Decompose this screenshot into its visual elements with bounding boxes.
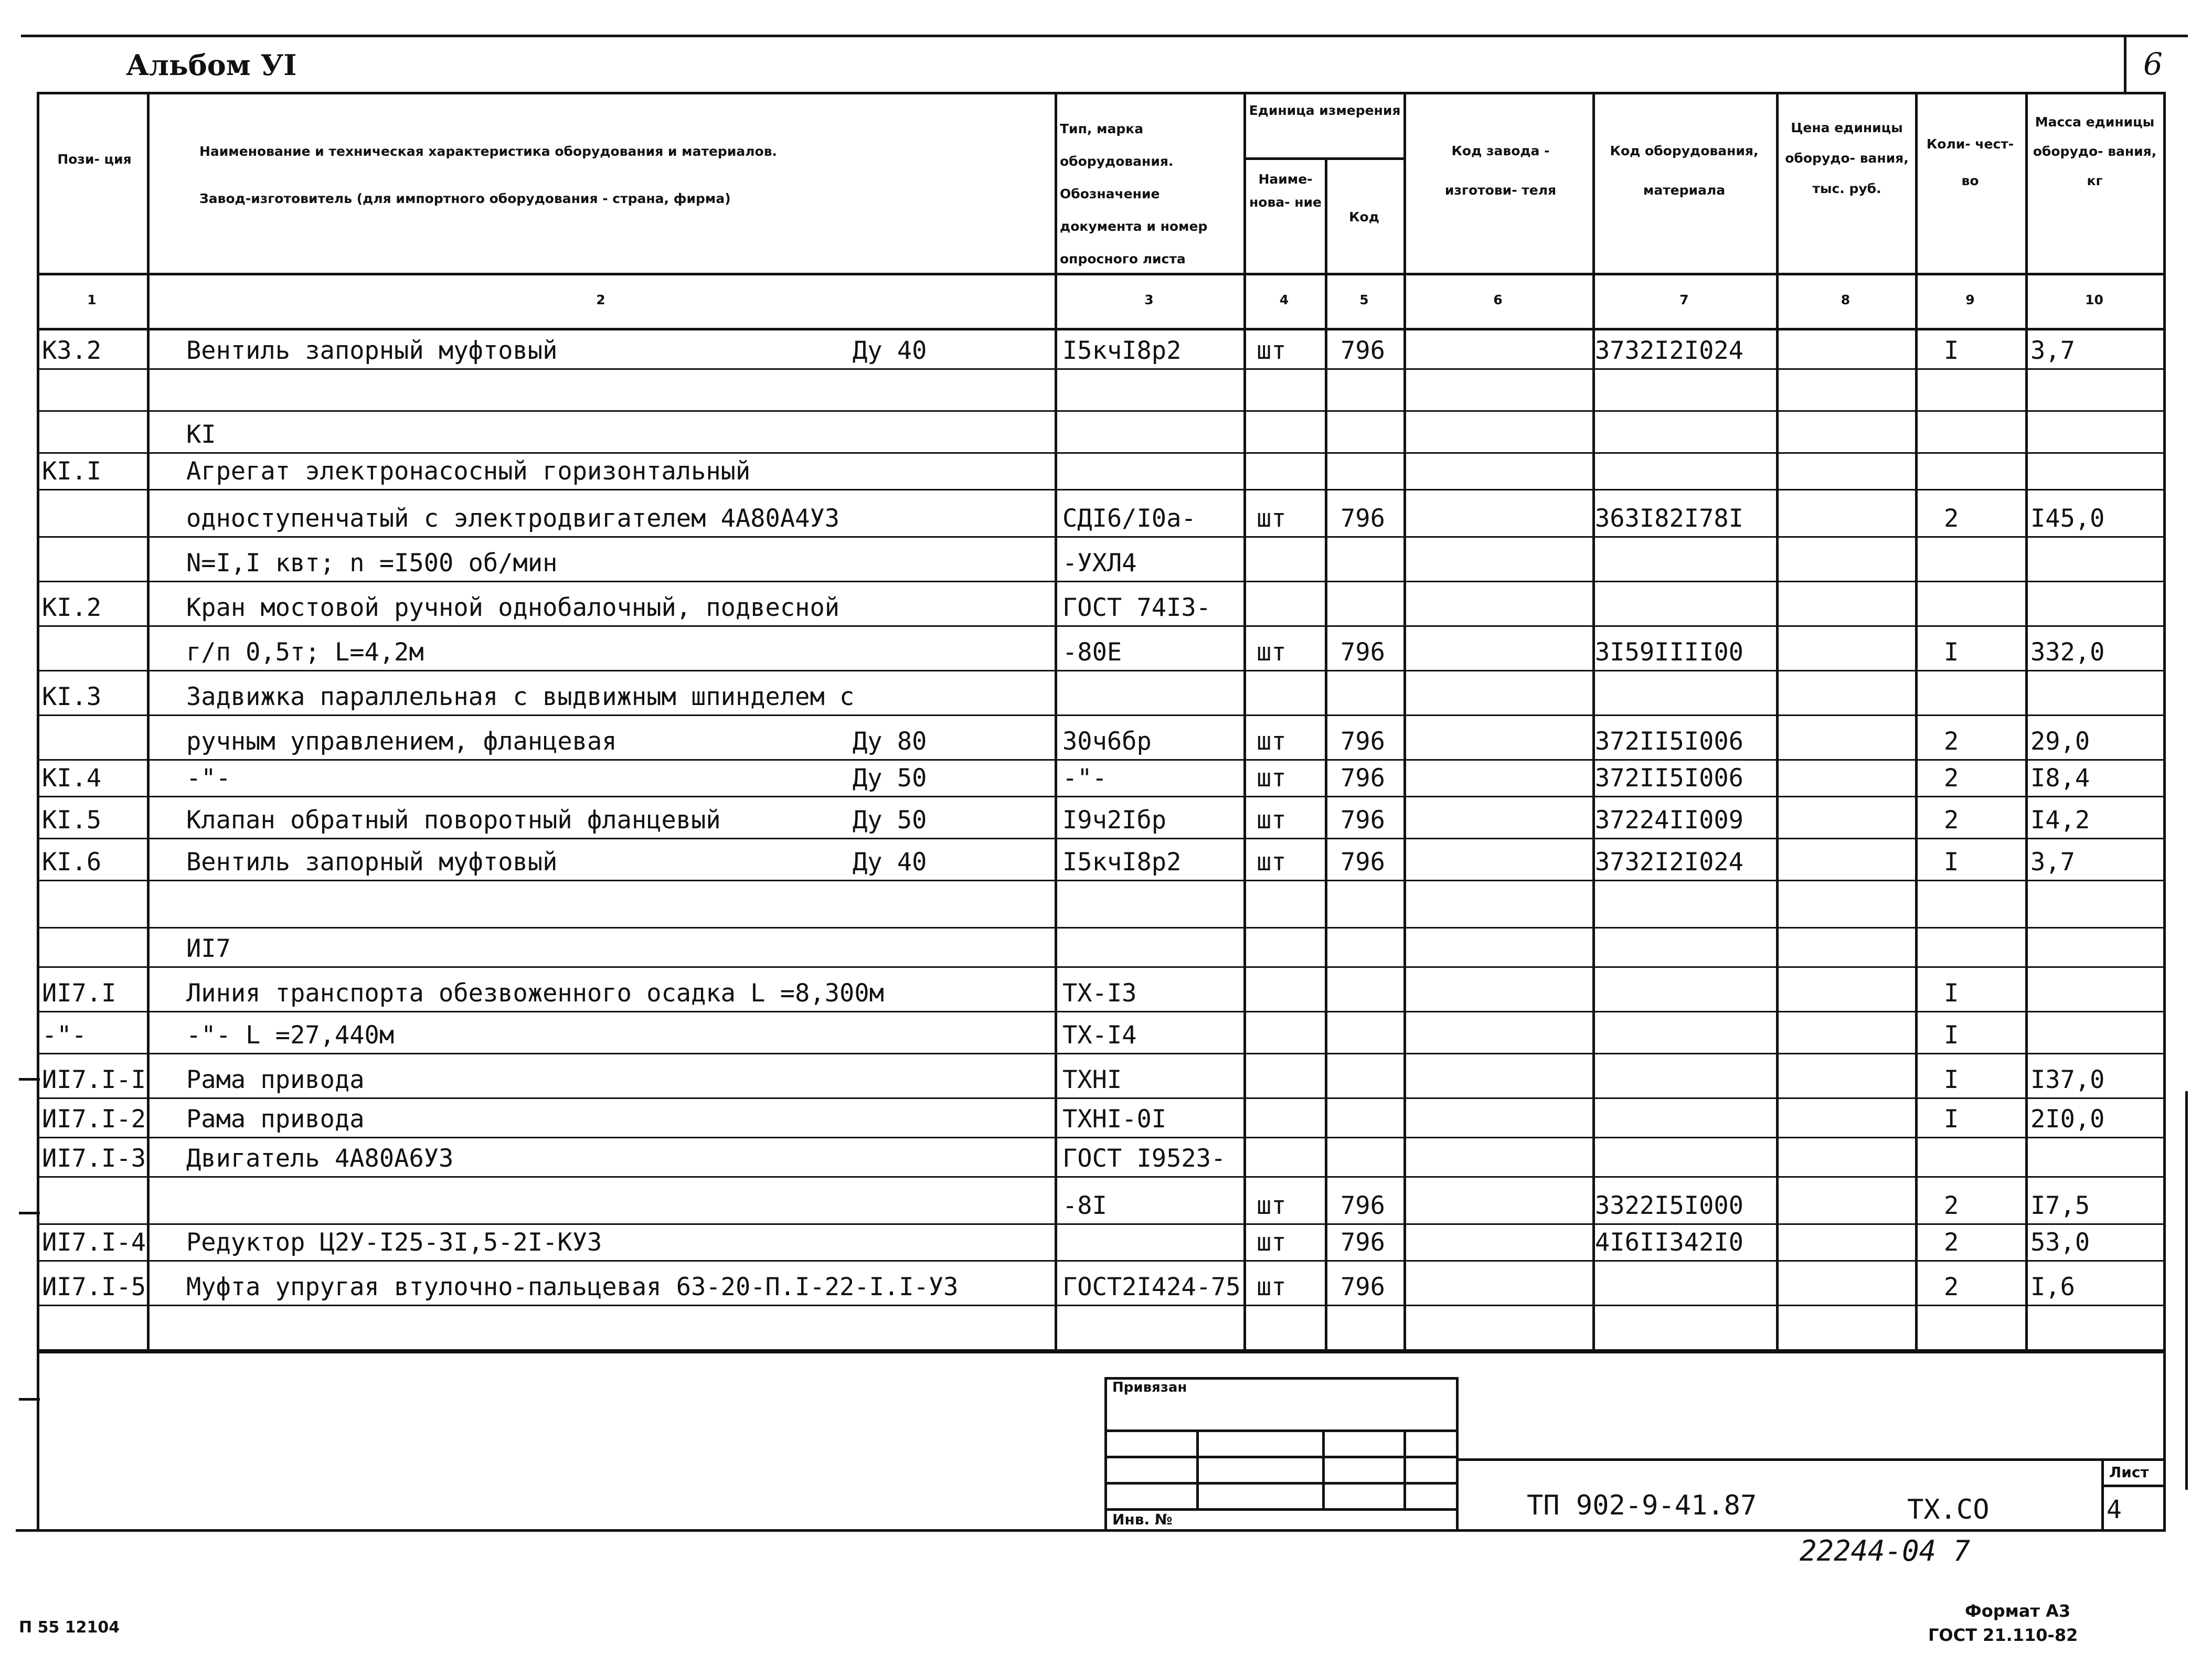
row-name: г/п 0,5т; L=4,2м xyxy=(186,638,424,667)
stamp-left: П 55 12104 xyxy=(19,1618,120,1637)
row-unit-code: 796 xyxy=(1341,336,1385,365)
row-equipment-code: 3732I2I024 xyxy=(1595,848,1743,877)
row-position: ИI7.I-2 xyxy=(42,1105,146,1134)
row-quantity: 2 xyxy=(1944,1273,1959,1301)
row-quantity: I xyxy=(1944,336,1959,365)
row-mass: 29,0 xyxy=(2030,727,2090,756)
row-type: ТХ-I4 xyxy=(1062,1021,1137,1050)
row-name: Клапан обратный поворотный фланцевый xyxy=(186,806,721,835)
row-mass: I7,5 xyxy=(2030,1191,2090,1220)
row-quantity: 2 xyxy=(1944,504,1959,533)
row-name: Редуктор Ц2У-I25-3I,5-2I-КУЗ xyxy=(186,1228,602,1257)
album-title: Альбом УI xyxy=(126,48,297,82)
row-equipment-code: 3I59IIII00 xyxy=(1595,638,1743,667)
row-equipment-code: 3732I2I024 xyxy=(1595,336,1743,365)
row-position: КI.5 xyxy=(42,806,102,835)
row-unit-code: 796 xyxy=(1341,848,1385,877)
gost-label: ГОСТ 21.110-82 xyxy=(1928,1625,2078,1645)
doc-code: ТП 902-9-41.87 xyxy=(1527,1490,1757,1521)
row-name: Вентиль запорный муфтовый xyxy=(186,848,558,877)
header-position: Пози- ция xyxy=(57,152,132,167)
header-type: Тип, марка оборудования. Обозначение документа и номер опросного листа xyxy=(1060,121,1208,266)
row-name: -"- xyxy=(186,764,231,793)
row-mass: I45,0 xyxy=(2030,504,2105,533)
row-type: ТХ-I3 xyxy=(1062,979,1137,1008)
row-type: СДI6/I0а- xyxy=(1062,504,1196,533)
row-unit-name: шт xyxy=(1257,638,1286,667)
row-quantity: I xyxy=(1944,1021,1959,1050)
row-quantity: 2 xyxy=(1944,1228,1959,1257)
row-rule xyxy=(37,1260,2166,1262)
row-equipment-code: 372II5I006 xyxy=(1595,727,1743,756)
row-position: КЗ.2 xyxy=(42,336,102,365)
row-mass: 3,7 xyxy=(2030,848,2075,877)
row-nominal-size: Ду 40 xyxy=(853,848,927,877)
header-name-line2: Завод-изготовитель (для импортного оборудования - страна, фирма) xyxy=(199,191,731,206)
column-number: 10 xyxy=(2085,292,2103,307)
row-type: -"- xyxy=(1062,764,1107,793)
row-unit-code: 796 xyxy=(1341,806,1385,835)
row-position: КI.2 xyxy=(42,593,102,622)
doc-suffix: ТХ.СО xyxy=(1907,1494,1990,1525)
row-mass: I,6 xyxy=(2030,1273,2075,1301)
row-mass: 332,0 xyxy=(2030,638,2105,667)
inventory-label: Инв. № xyxy=(1112,1511,1173,1528)
row-type: I5кчI8р2 xyxy=(1062,336,1182,365)
row-position: КI.4 xyxy=(42,764,102,793)
row-name: N=I,I квт; n =I500 об/мин xyxy=(186,549,558,578)
row-rule xyxy=(37,1053,2166,1054)
row-type: ГОСТ 74I3- xyxy=(1062,593,1211,622)
row-name: Кран мостовой ручной однобалочный, подвесной xyxy=(186,593,840,622)
row-type: ГОСТ I9523- xyxy=(1062,1144,1226,1173)
row-unit-name: шт xyxy=(1257,1273,1286,1301)
row-equipment-code: 363I82I78I xyxy=(1595,504,1743,533)
row-rule xyxy=(37,1223,2166,1225)
row-rule xyxy=(37,489,2166,490)
row-rule xyxy=(37,1011,2166,1012)
header-equipment-code: Код оборудования, материала xyxy=(1610,143,1759,198)
row-position: КI.6 xyxy=(42,848,102,877)
row-quantity: I xyxy=(1944,979,1959,1008)
row-mass: I37,0 xyxy=(2030,1065,2105,1094)
header-unit-code: Код xyxy=(1349,209,1379,225)
row-type: -8I xyxy=(1062,1191,1107,1220)
row-rule xyxy=(37,1305,2166,1306)
row-name: Агрегат электронасосный горизонтальный xyxy=(186,457,751,486)
row-mass: 53,0 xyxy=(2030,1228,2090,1257)
column-number: 6 xyxy=(1493,292,1503,307)
row-mass: I4,2 xyxy=(2030,806,2090,835)
row-name: Задвижка параллельная с выдвижным шпинделем с xyxy=(186,682,855,711)
row-name: одноступенчатый с электродвигателем 4А80А4УЗ xyxy=(186,504,840,533)
row-unit-name: шт xyxy=(1257,1228,1286,1257)
linked-label: Привязан xyxy=(1112,1380,1187,1395)
row-type: ТХНI-0I xyxy=(1062,1105,1167,1134)
page-number: 6 xyxy=(2143,46,2163,82)
row-name: ИI7 xyxy=(186,934,231,963)
row-rule xyxy=(37,714,2166,716)
row-quantity: I xyxy=(1944,638,1959,667)
row-rule xyxy=(37,1097,2166,1099)
row-equipment-code: 4I6II342I0 xyxy=(1595,1228,1743,1257)
row-type: I5кчI8р2 xyxy=(1062,848,1182,877)
row-rule xyxy=(37,796,2166,797)
row-unit-name: шт xyxy=(1257,504,1286,533)
row-rule xyxy=(37,1137,2166,1138)
row-rule xyxy=(37,536,2166,538)
row-quantity: I xyxy=(1944,1065,1959,1094)
row-type: -80Е xyxy=(1062,638,1122,667)
format-label: Формат А3 xyxy=(1965,1601,2071,1621)
row-equipment-code: 3322I5I000 xyxy=(1595,1191,1743,1220)
column-number: 8 xyxy=(1841,292,1851,307)
row-position: ИI7.I-I xyxy=(42,1065,146,1094)
row-type: 30ч6бр xyxy=(1062,727,1152,756)
row-rule xyxy=(37,670,2166,671)
row-quantity: I xyxy=(1944,848,1959,877)
row-quantity: I xyxy=(1944,1105,1959,1134)
row-rule xyxy=(37,880,2166,881)
row-nominal-size: Ду 50 xyxy=(853,764,927,793)
row-quantity: 2 xyxy=(1944,1191,1959,1220)
row-rule xyxy=(37,1176,2166,1178)
row-unit-name: шт xyxy=(1257,848,1286,877)
row-rule xyxy=(37,452,2166,454)
row-unit-code: 796 xyxy=(1341,727,1385,756)
row-position: ИI7.I xyxy=(42,979,116,1008)
row-unit-name: шт xyxy=(1257,1191,1286,1220)
sheet-number: 4 xyxy=(2107,1495,2122,1524)
header-price: Цена единицы оборудо- вания, тыс. руб. xyxy=(1785,120,1909,196)
row-mass: I8,4 xyxy=(2030,764,2090,793)
row-rule xyxy=(37,410,2166,412)
row-rule xyxy=(37,966,2166,968)
row-unit-name: шт xyxy=(1257,806,1286,835)
header-unit-name: Наиме- нова- ние xyxy=(1249,172,1322,210)
row-quantity: 2 xyxy=(1944,764,1959,793)
row-position: КI.I xyxy=(42,457,102,486)
header-unit: Единица измерения xyxy=(1249,103,1401,118)
row-type: ТХНI xyxy=(1062,1065,1122,1094)
row-name: Рама привода xyxy=(186,1065,365,1094)
header-name-line1: Наименование и техническая характеристика оборудования и материалов. xyxy=(199,144,778,159)
row-type: -УХЛ4 xyxy=(1062,549,1137,578)
column-number: 4 xyxy=(1279,292,1289,307)
column-number: 1 xyxy=(87,292,97,307)
column-number: 5 xyxy=(1359,292,1369,307)
row-position: ИI7.I-5 xyxy=(42,1273,146,1301)
header-mass: Масса единицы оборудо- вания, кг xyxy=(2033,114,2157,188)
row-unit-code: 796 xyxy=(1341,638,1385,667)
row-name: Двигатель 4А80А6УЗ xyxy=(186,1144,454,1173)
row-rule xyxy=(37,625,2166,627)
row-name: Муфта упругая втулочно-пальцевая 63-20-П.I-22-I.I-УЗ xyxy=(186,1273,959,1301)
row-type: ГОСТ2I424-75 xyxy=(1062,1273,1241,1301)
row-mass: 3,7 xyxy=(2030,336,2075,365)
row-unit-code: 796 xyxy=(1341,1228,1385,1257)
row-position: КI.3 xyxy=(42,682,102,711)
row-nominal-size: Ду 80 xyxy=(853,727,927,756)
row-unit-name: шт xyxy=(1257,764,1286,793)
row-equipment-code: 37224II009 xyxy=(1595,806,1743,835)
row-name: КI xyxy=(186,420,216,449)
header-factory-code: Код завода - изготови- теля xyxy=(1444,143,1557,198)
row-rule xyxy=(37,368,2166,370)
row-position: -"- xyxy=(42,1021,87,1050)
row-name: Вентиль запорный муфтовый xyxy=(186,336,558,365)
column-number: 3 xyxy=(1144,292,1154,307)
row-unit-name: шт xyxy=(1257,727,1286,756)
row-type: I9ч2Iбр xyxy=(1062,806,1167,835)
row-quantity: 2 xyxy=(1944,727,1959,756)
row-mass: 2I0,0 xyxy=(2030,1105,2105,1134)
row-position: ИI7.I-4 xyxy=(42,1228,146,1257)
column-number: 9 xyxy=(1965,292,1975,307)
row-position: ИI7.I-3 xyxy=(42,1144,146,1173)
header-quantity: Коли- чест- во xyxy=(1926,136,2014,188)
handwritten-number: 22244-04 7 xyxy=(1800,1534,1971,1567)
column-number: 2 xyxy=(596,292,605,307)
row-nominal-size: Ду 50 xyxy=(853,806,927,835)
row-unit-code: 796 xyxy=(1341,1273,1385,1301)
row-name: -"- L =27,440м xyxy=(186,1021,395,1050)
row-rule xyxy=(37,838,2166,839)
row-nominal-size: Ду 40 xyxy=(853,336,927,365)
row-unit-code: 796 xyxy=(1341,764,1385,793)
row-rule xyxy=(37,759,2166,761)
row-rule xyxy=(37,927,2166,929)
row-name: ручным управлением, фланцевая xyxy=(186,727,617,756)
row-name: Линия транспорта обезвоженного осадка L =8,300м xyxy=(186,979,884,1008)
row-unit-code: 796 xyxy=(1341,1191,1385,1220)
row-rule xyxy=(37,581,2166,582)
sheet-label: Лист xyxy=(2109,1464,2149,1481)
column-number: 7 xyxy=(1679,292,1689,307)
row-quantity: 2 xyxy=(1944,806,1959,835)
row-equipment-code: 372II5I006 xyxy=(1595,764,1743,793)
row-unit-code: 796 xyxy=(1341,504,1385,533)
row-unit-name: шт xyxy=(1257,336,1286,365)
row-name: Рама привода xyxy=(186,1105,365,1134)
